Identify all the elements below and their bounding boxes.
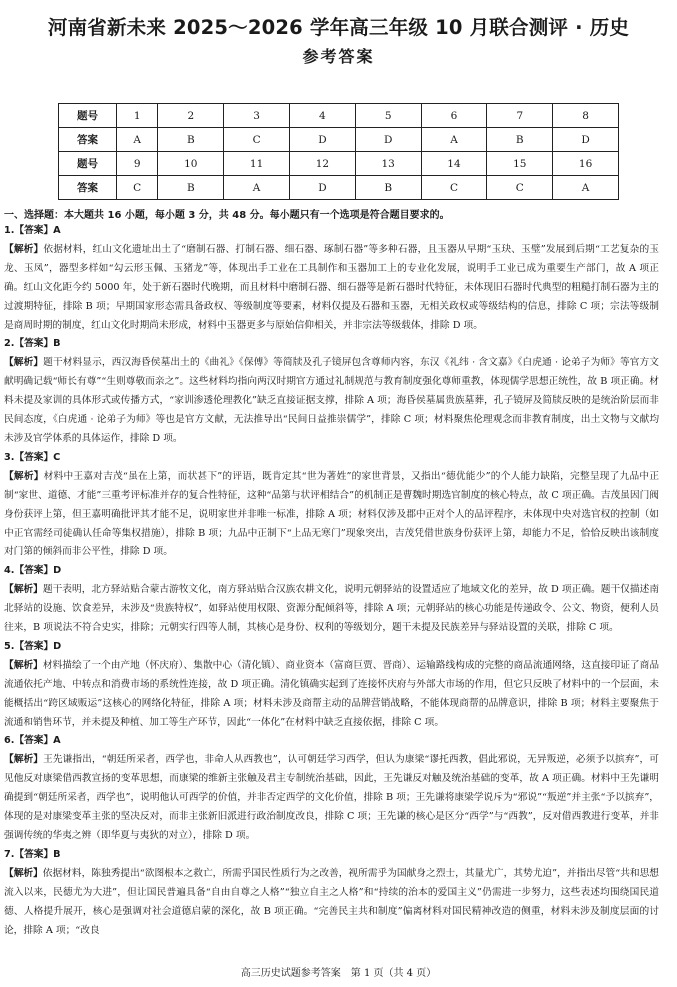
question-block [4, 846, 659, 941]
question-answer: 1.【答案】A [4, 225, 61, 236]
question-number-cell: 1 [117, 104, 158, 128]
question-number-cell: 2 [158, 104, 224, 128]
question-number-cell: 14 [421, 152, 487, 176]
analysis-text: 题干表明，北方驿站贴合蒙古游牧文化，南方驿站贴合汉族农耕文化，说明元朝驿站的设置适应了地域文化的差异，故 D 项正确。题干仅描述南北驿站的设施、饮食差异，未涉及“贵族特权”，如驿站使用权限、资源分配倾斜等，排除 A 项；元朝驿站的核心功能是传递政令、公文、物资，便利人员往来，B 项说法不符合史实，排除；元朝实行四等人制，其核心是身份、权利的等级划分，题干未提及民族差异与驿站设置的关联，排除 C 项。 [4, 584, 660, 634]
answer-cell: A [421, 128, 487, 152]
answer-cell: C [421, 176, 487, 200]
question-analysis [4, 865, 659, 941]
question-block [4, 732, 659, 845]
question-answer: 6.【答案】A [4, 735, 61, 747]
analysis-text: 王先谦指出，“朝廷所采者，西学也，非命人从西教也”，认可朝廷学习西学，但认为康梁“谬托西教，倡此邪说，无异叛逆，必须予以摈弃”，可见他反对康梁借西教宣扬的变革思想，而康梁的维新主张触及君主专制统治基础，因此，王先谦反对触及统治基础的变革，故 A 项正确。材料中王先谦明确提到“朝廷所采者，西学也”，说明他认可西学的价值，并非否定西学的文化价值，排除 B 项；王先谦将康梁学说斥为“邪说”“叛逆”并主张“予以摈弃”，体现的是对康梁变革主张的坚决反对，而非主张新旧派进行政治制度改良，排除 C 项；王先谦的核心是区分“西学”与“西教”，反对借西教进行变革，并非强调传统的华夷之辨（即华夏与夷狄的对立），排除 D 项。 [4, 754, 659, 841]
question-analysis [4, 657, 659, 733]
analysis-tag: 【解析】 [4, 584, 43, 596]
analysis-tag: 【解析】 [4, 243, 44, 255]
question-block [4, 449, 659, 562]
question-analysis [4, 354, 659, 449]
analysis-text: 依据材料，陈独秀提出“欲图根本之救亡，所需乎国民性质行为之改善，视所需乎为国献身之烈士，其量尤广，其势尤迫”，并指出尽管“共和思想流入以来，民德尤为大进”，但让国民普遍具备“自由自尊之人格”“独立自主之人格”和“持续的治本的爱国主义”仍需进一步努力，这些表述均围绕国民道德、人格提升展开，核心是强调对社会道德启蒙的深化，故 B 项正确。“完善民主共和制度”偏离材料对国民精神改造的侧重，材料未涉及制度层面的讨论，排除 A 项；“改良 [4, 867, 659, 936]
answer-cell: D [553, 128, 619, 152]
question-answer: 4.【答案】D [4, 565, 62, 577]
answer-table [58, 103, 619, 200]
question-number-cell: 11 [224, 152, 290, 176]
question-analysis [4, 241, 659, 336]
question-number-cell: 6 [421, 104, 487, 128]
question-number-cell: 3 [224, 104, 290, 128]
question-number-cell: 10 [158, 152, 224, 176]
question-analysis [4, 751, 659, 846]
answer-cell: B [158, 128, 224, 152]
analysis-text: 材料描绘了一个由产地（怀庆府）、集散中心（清化镇）、商业资本（富商巨贾、晋商）、运输路线构成的完整的商品流通网络，这直接印证了商品流通依托产地、中转点和消费市场的系统性连接，故 D 项正确。清化镇确实起到了连接怀庆府与外部大市场的作用，但它只反映了材料中的一个层面，未能概括出“跨区域贩运”这核心的网络化特征，排除 A 项；材料未涉及商帮主动的品牌营销战略，不能体现商帮的品牌意识，排除 B 项；材料主要聚焦于流通和销售环节，并未提及种植、加工等生产环节，因此“一体化”在材料中缺乏直接依据，排除 C 项。 [4, 659, 660, 728]
answer-cell: B [487, 128, 553, 152]
answer-cell: B [355, 176, 421, 200]
analysis-text: 题干材料显示，西汉海昏侯墓出土的《曲礼》《保傅》等简牍及孔子镜屏包含尊师内容，东汉《礼纬 · 含文嘉》《白虎通 · 论弟子为师》等官方文献明确记载“师长有尊”“生则尊敬而亲之”。这些材料均指向两汉时期官方通过礼制规范与教育制度强化尊师重教，体现儒学思想正统性，故 B 项正确。材料未提及家训的具体形式或传播方式，“家训渗透伦理教化”缺乏直接证据支撑，排除 A 项；海昏侯墓属贵族墓葬，孔子镜屏及简牍反映的是统治阶层而非民间态度，《白虎通 · 论弟子为师》等也是官方文献，无法推导出“民间日益推崇儒学”，排除 C 项；材料聚焦伦理观念而非教育制度，出土文物与文献均未涉及官学体系的具体运作，排除 D 项。 [4, 357, 659, 444]
answer-cell: D [355, 128, 421, 152]
question-number-cell: 5 [355, 104, 421, 128]
question-block [4, 335, 659, 448]
question-number-cell: 4 [290, 104, 356, 128]
page-subtitle: 参考答案 [302, 47, 375, 66]
question-answer: 7.【答案】B [4, 848, 61, 860]
question-analysis [4, 468, 659, 563]
question-list [4, 222, 659, 940]
analysis-tag: 【解析】 [4, 357, 44, 369]
question-block [4, 638, 659, 733]
analysis-tag: 【解析】 [4, 470, 44, 482]
question-number-cell: 13 [355, 152, 421, 176]
answer-cell: C [487, 176, 553, 200]
question-number-cell: 9 [117, 152, 158, 176]
answer-label: 答案 [59, 176, 117, 200]
question-analysis [4, 581, 659, 638]
answer-table-row [59, 176, 619, 200]
page-title: 河南省新未来 2025～2026 学年高三年级 10 月联合测评 · 历史 [47, 16, 630, 39]
page-footer: 高三历史试题参考答案 第 1 页（共 4 页） [240, 968, 437, 979]
analysis-tag: 【解析】 [4, 754, 44, 766]
answer-table-row [59, 104, 619, 128]
answer-cell: A [553, 176, 619, 200]
answer-label: 答案 [59, 128, 117, 152]
answer-cell: D [290, 176, 356, 200]
analysis-tag: 【解析】 [4, 659, 43, 671]
answer-cell: A [117, 128, 158, 152]
question-block [4, 562, 659, 638]
answer-table-row [59, 152, 619, 176]
analysis-text: 材料中王嘉对吉茂“虽在上第，而状甚下”的评语，既肯定其“世为著姓”的家世背景，又指出“德优能少”的个人能力缺陷，完整呈现了九品中正制“家世、道德、才能”三重考评标准并存的复合性特征，这种“品第与状评相结合”的机制正是曹魏时期选官制度的核心特点，故 C 项正确。吉茂虽因门阀身份获评上第，但王嘉明确批评其才能不足，说明家世并非唯一标准，排除 A 项；材料仅涉及郡中正对个人的品评程序，未体现中央对选官权的控制（如中正官需经司徒确认任命等集权措施），排除 B 项；九品中正制下“上品无寒门”现象突出，吉茂凭借世族身份获评上第，却能力不足，恰恰反映出该制度对门第的倾斜而非公平性，排除 D 项。 [4, 470, 660, 558]
question-number-cell: 12 [290, 152, 356, 176]
answer-cell: C [117, 176, 158, 200]
answer-cell: D [290, 128, 356, 152]
question-number-cell: 15 [487, 152, 553, 176]
answer-cell: A [224, 176, 290, 200]
question-answer: 3.【答案】C [4, 451, 61, 463]
answer-table-row [59, 128, 619, 152]
analysis-tag: 【解析】 [4, 867, 43, 879]
question-answer: 5.【答案】D [4, 640, 62, 652]
question-number-cell: 8 [553, 104, 619, 128]
analysis-text: 依据材料，红山文化遗址出土了“磨制石器、打制石器、细石器、琢制石器”等多种石器，且玉器从早期“玉玦、玉璧”发展到后期“工艺复杂的玉龙、玉凤”，器型多样如“勾云形玉佩、玉猪龙”等，体现出手工业在工具制作和玉器加工上的专业化发展，说明手工业已成为重要生产部门，故 A 项正确。红山文化距今约 5000 年，处于新石器时代晚期，而且材料中磨制石器、细石器等是新石器时代特征，未体现旧石器时代典型的粗糙打制石器为主的过渡期特征，排除 B 项；早期国家形态需具备政权、等级制度等要素，材料仅提及石器和玉器，无相关政权或等级结构的信息，排除 C 项；宗法等级制是商周时期的制度，红山文化时期尚未形成，材料中玉器更多与原始信仰相关，并非宗法等级载体，排除 D 项。 [4, 243, 659, 331]
answer-cell: B [158, 176, 224, 200]
question-number-label: 题号 [59, 152, 117, 176]
question-number-cell: 16 [553, 152, 619, 176]
answer-cell: C [224, 128, 290, 152]
question-answer: 2.【答案】B [4, 338, 61, 350]
question-block [4, 222, 659, 335]
question-number-label: 题号 [59, 104, 117, 128]
section-heading: 一、选择题：本大题共 16 小题，每小题 3 分，共 48 分。每小题只有一个选项是符合题目要求的。 [4, 210, 450, 221]
question-number-cell: 7 [487, 104, 553, 128]
